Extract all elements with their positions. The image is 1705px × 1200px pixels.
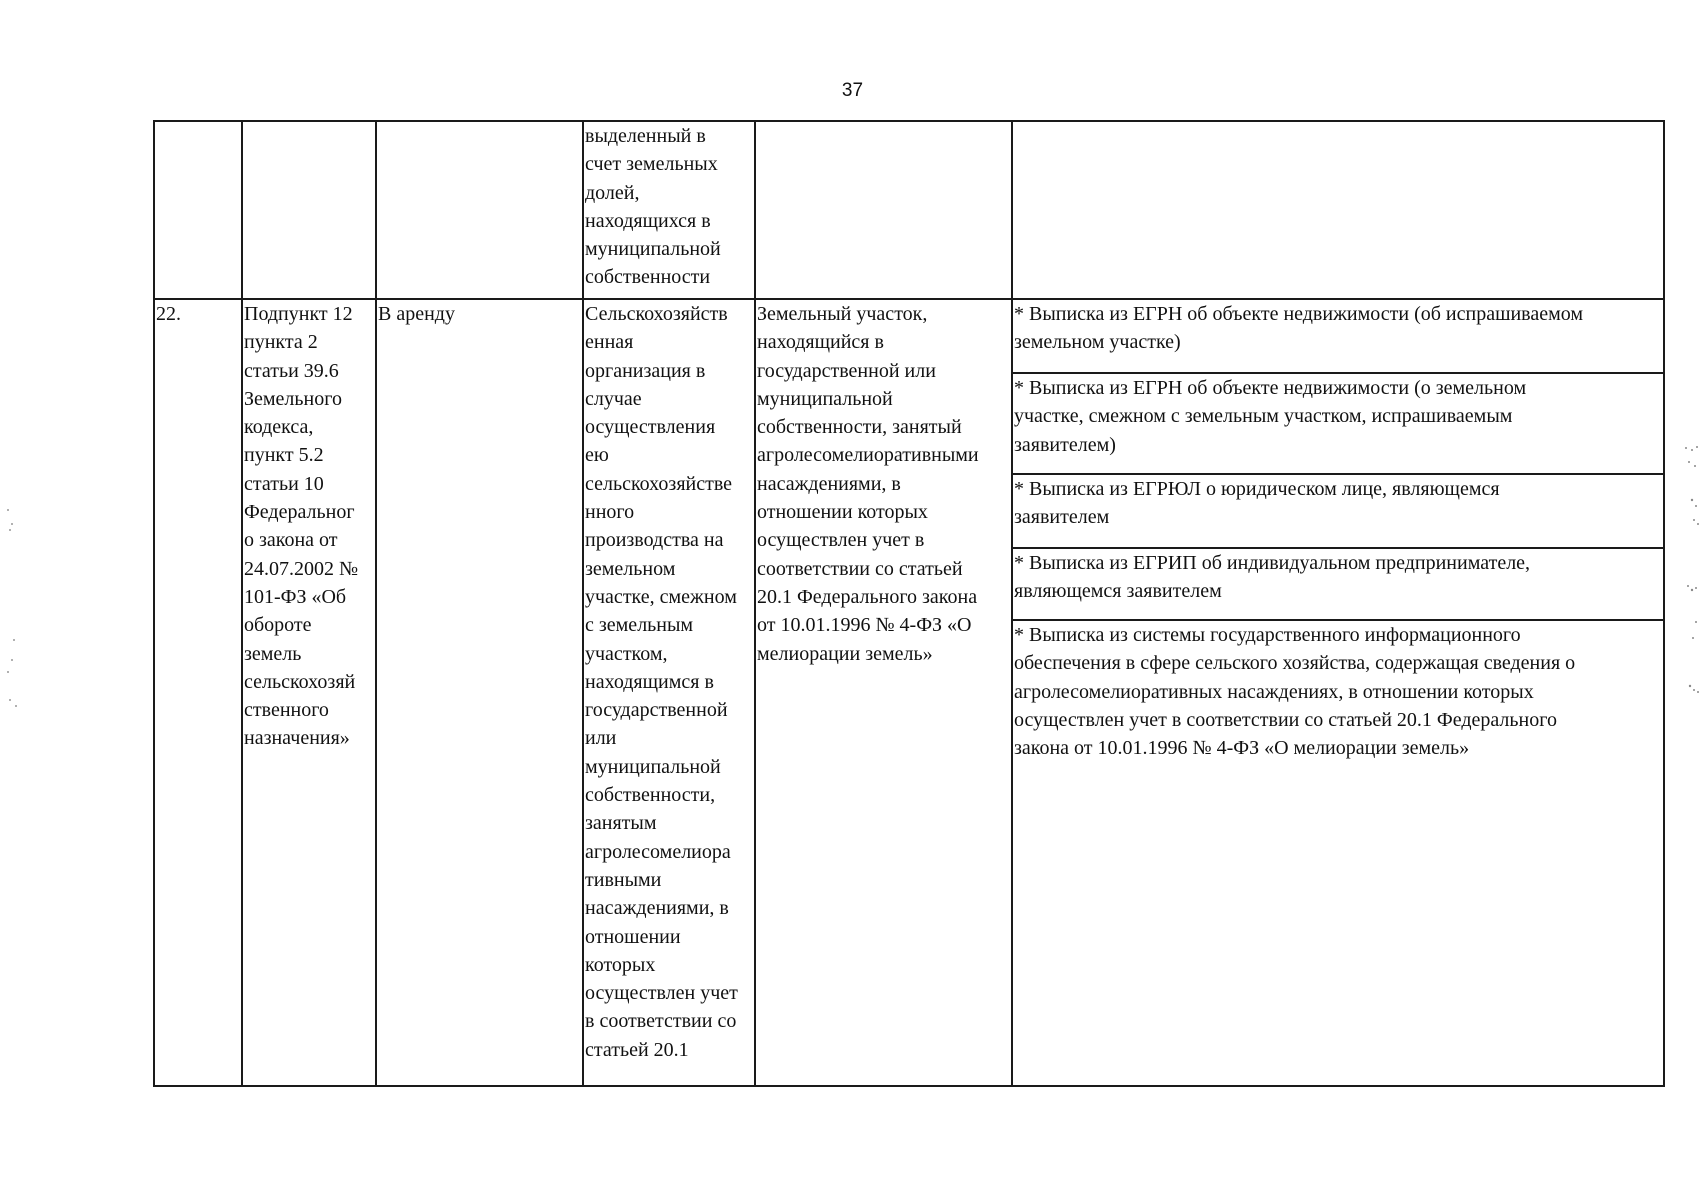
document-item: [1013, 374, 1663, 475]
text-line: осуществлен учет в: [757, 529, 925, 552]
cell-applicant-continued: [583, 121, 755, 299]
text-line: участке, смежном с земельным участком, испрашиваемым: [1014, 405, 1513, 428]
land-documents-table: [153, 120, 1665, 1087]
text-line: сельскохозяйстве: [585, 472, 733, 495]
text-line: 20.1 Федерального закона: [757, 585, 978, 608]
text-line: 24.07.2002 №: [244, 557, 359, 580]
text-line: ею: [585, 444, 609, 467]
text-line: от 10.01.1996 № 4-ФЗ «О: [757, 614, 972, 637]
text-line: с земельным: [585, 614, 694, 637]
text-line: Земельного: [244, 387, 342, 410]
text-line: агролесомелиора: [585, 840, 731, 863]
text-line: статьей 20.1: [585, 1038, 689, 1061]
legal-basis-lines: [244, 300, 374, 753]
text-line: государственной: [585, 699, 728, 722]
text-line: заявителем): [1014, 433, 1116, 456]
cell-documents-empty: [1012, 121, 1664, 299]
text-line: выделенный в: [585, 125, 706, 147]
text-line: муниципальной: [757, 387, 893, 410]
applicant-lines: [585, 300, 753, 1064]
text-line: осуществления: [585, 416, 716, 439]
text-line: пункта 2: [244, 331, 318, 354]
text-line: отношении: [585, 925, 681, 948]
text-line: находящийся в: [757, 331, 884, 354]
text-line: находящихся в: [585, 209, 711, 232]
text-line: в соответствии со: [585, 1010, 737, 1033]
text-line: насаждениями, в: [585, 897, 729, 920]
text-line: участком,: [585, 642, 668, 665]
text-line: * Выписка из ЕГРН об объекте недвижимости (о земельном: [1014, 377, 1527, 399]
text-line: муниципальной: [585, 755, 721, 778]
land-plot-lines: [757, 300, 1010, 668]
document-item: [1013, 621, 1663, 762]
text-line: агролесомелиоративными: [757, 444, 979, 467]
document-item: [1013, 549, 1663, 621]
text-line: заявителем: [1014, 506, 1110, 529]
text-line: находящимся в: [585, 670, 714, 693]
text-line: кодекса,: [244, 416, 314, 439]
text-line: которых: [585, 953, 656, 976]
text-line: земельном: [585, 557, 676, 580]
text-line: собственности, занятый: [757, 416, 962, 439]
text-line: енная: [585, 331, 634, 354]
text-line: тивными: [585, 868, 662, 891]
text-line: муниципальной: [585, 238, 721, 261]
text-line: закона от 10.01.1996 № 4-ФЗ «О мелиорации земель»: [1014, 737, 1470, 760]
text-line: осуществлен учет: [585, 982, 738, 1005]
cell-number-empty: [154, 121, 242, 299]
text-line: земельном участке): [1014, 331, 1181, 354]
scan-noise-left: [2, 500, 22, 720]
text-line: насаждениями, в: [757, 472, 901, 495]
text-line: Подпункт 12: [244, 303, 353, 325]
row-number: [154, 299, 242, 1086]
text-line: земель: [244, 642, 302, 665]
text-line: Сельскохозяйств: [585, 303, 728, 325]
page-number: 37: [841, 80, 864, 101]
text-line: производства на: [585, 529, 724, 552]
text-line: или: [585, 727, 617, 750]
text-line: назначения»: [244, 727, 350, 750]
text-line: счет земельных: [585, 153, 718, 176]
text-line: участке, смежном: [585, 585, 737, 608]
text-line: * Выписка из ЕГРН об объекте недвижимости (об испрашиваемом: [1014, 303, 1584, 325]
row-number-text: 22.: [156, 303, 181, 325]
text-line: агролесомелиоративных насаждениях, в отношении которых: [1014, 680, 1534, 703]
scan-noise-right: [1680, 440, 1702, 710]
row-22: [154, 299, 1664, 1086]
text-line: * Выписка из системы государственного информационного: [1014, 624, 1521, 646]
text-line: являющемся заявителем: [1014, 580, 1222, 603]
text-line: 101-ФЗ «Об: [244, 585, 347, 608]
continuation-row: [154, 121, 1664, 299]
text-line: Федеральног: [244, 501, 355, 524]
text-line: соответствии со статьей: [757, 557, 963, 580]
documents-cell: [1012, 299, 1664, 1086]
text-line: организация в: [585, 359, 706, 382]
land-plot-cell: [755, 299, 1012, 1086]
document-item: [1013, 300, 1663, 374]
text-line: * Выписка из ЕГРЮЛ о юридическом лице, являющемся: [1014, 478, 1500, 500]
text-line: нного: [585, 501, 635, 524]
text-line: государственной или: [757, 359, 936, 382]
right-type-cell: [376, 299, 583, 1086]
applicant-lines: [585, 122, 753, 292]
applicant-cell: [583, 299, 755, 1086]
text-line: отношении которых: [757, 501, 928, 524]
text-line: ственного: [244, 699, 329, 722]
text-line: * Выписка из ЕГРИП об индивидуальном предпринимателе,: [1014, 552, 1531, 574]
legal-basis-cell: [242, 299, 376, 1086]
text-line: собственности: [585, 266, 711, 289]
text-line: долей,: [585, 181, 640, 204]
text-line: о закона от: [244, 529, 338, 552]
text-line: сельскохозяй: [244, 670, 356, 693]
text-line: собственности,: [585, 784, 716, 807]
text-line: статьи 39.6: [244, 359, 339, 382]
text-line: пункт 5.2: [244, 444, 324, 467]
text-line: мелиорации земель»: [757, 642, 933, 665]
text-line: обеспечения в сфере сельского хозяйства, содержащая сведения о: [1014, 652, 1576, 675]
cell-land-plot-empty: [755, 121, 1012, 299]
document-item: [1013, 475, 1663, 549]
text-line: Земельный участок,: [757, 303, 928, 325]
text-line: осуществлен учет в соответствии со статьей 20.1 Федерального: [1014, 708, 1557, 731]
text-line: статьи 10: [244, 472, 324, 495]
text-line: случае: [585, 387, 642, 410]
cell-right-type-empty: [376, 121, 583, 299]
text-line: занятым: [585, 812, 657, 835]
right-type-text: В аренду: [378, 303, 455, 325]
text-line: обороте: [244, 614, 312, 637]
cell-legal-basis-empty: [242, 121, 376, 299]
